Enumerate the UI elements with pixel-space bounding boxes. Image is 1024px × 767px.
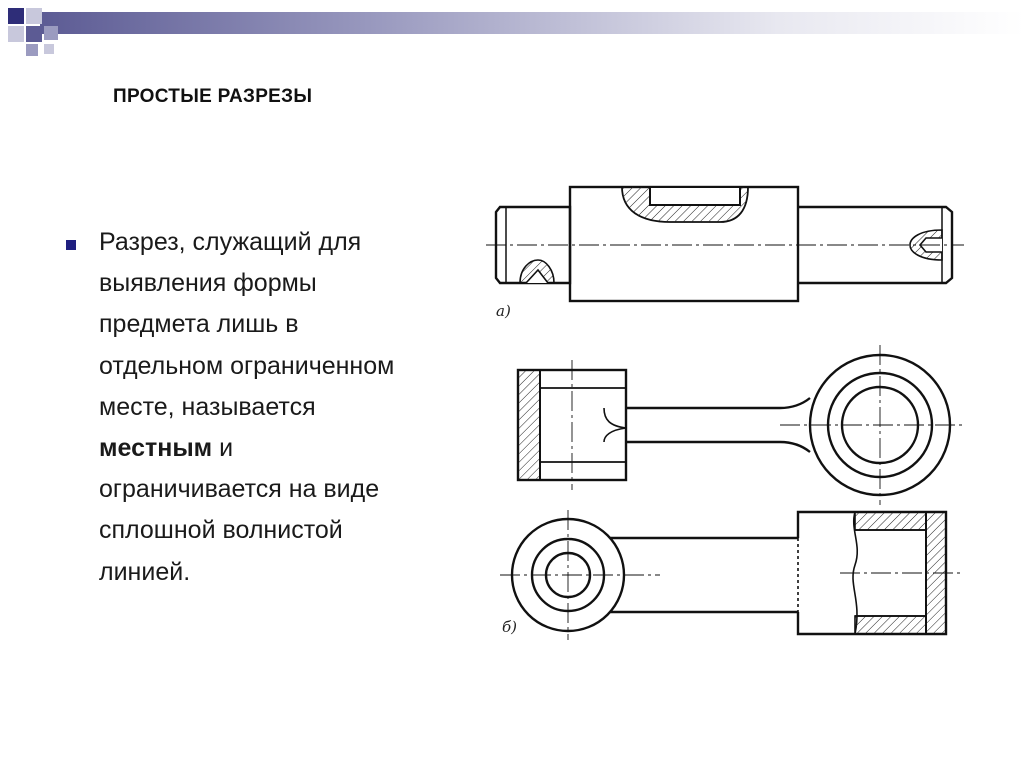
slide-body-text <box>99 222 419 593</box>
figure-a-shaft <box>486 187 964 301</box>
figure-b-lower-view <box>500 510 964 640</box>
technical-drawing <box>480 170 980 650</box>
decor-square <box>44 44 54 54</box>
body-text-emphasis: местным <box>99 434 213 463</box>
decor-square <box>44 26 58 40</box>
header-gradient-bar <box>40 12 1024 34</box>
body-text-part1: Разрез, служащий для выявления формы предмета лишь в отдельном ограниченном месте, называется <box>99 228 395 421</box>
body-text-part2: и ограничивается на виде сплошной волнистой линией. <box>99 434 380 586</box>
figure-label-b: б) <box>502 618 518 636</box>
figure-b-upper-view <box>518 345 964 505</box>
slide-title: ПРОСТЫЕ РАЗРЕЗЫ <box>113 86 313 107</box>
bullet-marker <box>66 240 76 250</box>
decor-square <box>26 8 42 24</box>
slide-header-decoration <box>0 0 1024 60</box>
decor-square <box>8 8 24 24</box>
decor-square <box>26 26 42 42</box>
decor-square <box>26 44 38 56</box>
figure-label-a: а) <box>496 302 511 320</box>
decor-square <box>8 26 24 42</box>
